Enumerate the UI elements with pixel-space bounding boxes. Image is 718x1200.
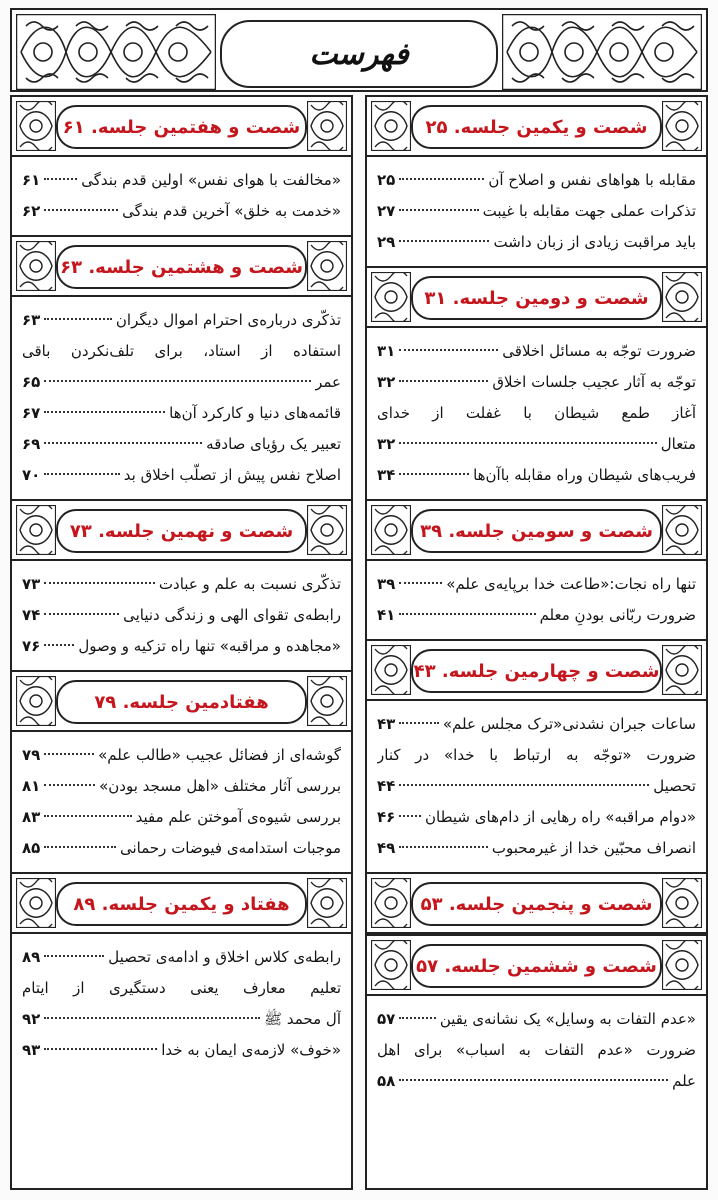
toc-entry-page: ۴۴ (377, 777, 396, 795)
toc-entry-page: ۴۹ (377, 839, 396, 857)
toc-entry-title: «دوام مراقبه» راه رهایی از دام‌های شیطان (425, 808, 696, 826)
dot-leader (399, 1017, 436, 1019)
toc-entry-page: ۹۳ (22, 1041, 41, 1059)
toc-entry-title: «خوف» لازمه‌ی ایمان به خدا (161, 1041, 341, 1059)
session-title-frame (56, 882, 307, 926)
toc-entry-title: تذکرات عملی جهت مقابله با غیبت (482, 202, 696, 220)
dot-leader (399, 349, 498, 351)
toc-entry[interactable] (22, 802, 341, 833)
session-header (367, 97, 706, 157)
toc-entry-title: اصلاح نفس پیش از تصلّب اخلاق بد (123, 466, 341, 484)
toc-column-right (365, 95, 708, 1190)
session-title-frame (411, 882, 662, 926)
session-header (367, 501, 706, 561)
session-title: شصت و پنجمین جلسه. ۵۳ (420, 893, 653, 915)
toc-entry-page: ۷۶ (22, 637, 41, 655)
session-items (367, 996, 706, 1105)
toc-entry-page: ۶۵ (22, 373, 41, 391)
toc-entry[interactable] (377, 1004, 696, 1035)
toc-entry-title: مقابله با هواهای نفس و اصلاح آن (488, 171, 696, 189)
toc-entry-page: ۳۲ (377, 435, 396, 453)
header-banner (10, 8, 708, 92)
toc-entry-page: ۴۱ (377, 606, 396, 624)
toc-entry-page: ۸۱ (22, 777, 41, 795)
session-header (12, 874, 351, 934)
toc-entry[interactable] (377, 802, 696, 833)
dot-leader (44, 846, 116, 848)
toc-entry-page: ۸۵ (22, 839, 41, 857)
toc-entry[interactable] (22, 398, 341, 429)
toc-entry-title: استفاده از استاد، برای تلف‌نکردن باقی (22, 342, 341, 360)
corner-ornament-icon (16, 878, 56, 928)
corner-ornament-icon (371, 505, 411, 555)
corner-ornament-icon (307, 878, 347, 928)
dot-leader (44, 644, 74, 646)
toc-entry[interactable] (377, 709, 696, 740)
toc-entry-page: ۴۳ (377, 715, 396, 733)
session-block (367, 936, 706, 1105)
dot-leader (399, 442, 656, 444)
session-block (367, 874, 706, 936)
session-header (12, 237, 351, 297)
session-title-frame (411, 649, 662, 693)
toc-entry-page: ۴۶ (377, 808, 396, 826)
toc-entry[interactable] (22, 165, 341, 196)
toc-entry[interactable] (22, 460, 341, 491)
session-header (367, 936, 706, 996)
toc-entry-page: ۷۹ (22, 746, 41, 764)
session-header (367, 874, 706, 934)
session-block (367, 97, 706, 268)
toc-entry-title: علم (672, 1072, 696, 1090)
corner-ornament-icon (371, 645, 411, 695)
toc-entry[interactable] (22, 336, 341, 367)
toc-entry-title: تذکّری درباره‌ی احترام اموال دیگران (115, 311, 341, 329)
toc-entry[interactable] (377, 196, 696, 227)
toc-entry-title: عمر (315, 373, 341, 391)
dot-leader (44, 955, 104, 957)
session-title: شصت و نهمین جلسه. ۷۳ (69, 520, 294, 542)
toc-entry-title: ضرورت «توجّه به ارتباط با خدا» در کنار (377, 746, 696, 764)
session-block (12, 237, 351, 501)
toc-entry-title: تحصیل (653, 777, 696, 795)
toc-entry[interactable] (377, 367, 696, 398)
toc-entry-title: تذکّری نسبت به علم و عبادت (158, 575, 341, 593)
dot-leader (44, 582, 155, 584)
dot-leader (44, 318, 112, 320)
toc-entry-page: ۲۷ (377, 202, 396, 220)
toc-entry-title: آل محمد ﷺ (264, 1010, 341, 1028)
dot-leader (399, 209, 478, 211)
toc-entry-title: آغاز طمع شیطان با غفلت از خدای (377, 404, 696, 422)
corner-ornament-icon (371, 940, 411, 990)
toc-entry-title: ساعات جبران نشدنی«ترک مجلس علم» (442, 715, 696, 733)
toc-entry[interactable] (377, 429, 696, 460)
dot-leader (399, 722, 439, 724)
toc-entry[interactable] (22, 833, 341, 864)
dot-leader (44, 1017, 260, 1019)
corner-ornament-icon (662, 878, 702, 928)
dot-leader (399, 613, 535, 615)
toc-entry[interactable] (22, 569, 341, 600)
session-items (367, 328, 706, 499)
toc-entry-page: ۹۲ (22, 1010, 41, 1028)
toc-entry-title: تنها راه نجات:«طاعت خدا برپایه‌ی علم» (446, 575, 696, 593)
toc-entry-title: گوشه‌ای از فضائل عجیب «طالب علم» (98, 746, 341, 764)
toc-entry-page: ۶۳ (22, 311, 41, 329)
toc-entry[interactable] (377, 600, 696, 631)
toc-entry-page: ۲۵ (377, 171, 396, 189)
corner-ornament-icon (371, 272, 411, 322)
session-title: شصت و سومین جلسه. ۳۹ (420, 520, 653, 542)
corner-ornament-icon (371, 101, 411, 151)
toc-entry-page: ۷۴ (22, 606, 41, 624)
session-block (12, 874, 351, 1074)
toc-entry-page: ۳۹ (377, 575, 396, 593)
toc-entry-page: ۷۳ (22, 575, 41, 593)
toc-entry-title: باید مراقبت زیادی از زبان داشت (493, 233, 696, 251)
toc-entry-title: متعال (660, 435, 696, 453)
toc-entry[interactable] (22, 429, 341, 460)
corner-ornament-icon (662, 940, 702, 990)
toc-entry-page: ۶۲ (22, 202, 41, 220)
toc-entry[interactable] (22, 973, 341, 1004)
toc-entry[interactable] (22, 631, 341, 662)
session-header (12, 672, 351, 732)
toc-entry[interactable] (377, 227, 696, 258)
dot-leader (399, 846, 488, 848)
session-title-frame (411, 105, 662, 149)
session-title-frame (56, 509, 307, 553)
toc-entry[interactable] (377, 336, 696, 367)
toc-entry-title: توجّه به آثار عجیب جلسات اخلاق (492, 373, 696, 391)
arabesque-ornament-icon (502, 14, 702, 90)
dot-leader (399, 582, 442, 584)
toc-entry-page: ۳۴ (377, 466, 396, 484)
dot-leader (399, 178, 484, 180)
session-items (12, 934, 351, 1074)
dot-leader (44, 380, 311, 382)
toc-entry[interactable] (22, 600, 341, 631)
dot-leader (399, 1079, 668, 1081)
arabesque-ornament-icon (16, 14, 216, 90)
dot-leader (44, 815, 131, 817)
toc-entry-title: قائمه‌های دنیا و کارکرد آن‌ها (169, 404, 341, 422)
toc-entry[interactable] (22, 771, 341, 802)
corner-ornament-icon (16, 101, 56, 151)
toc-entry-page: ۲۹ (377, 233, 396, 251)
toc-entry-title: «مخالفت با هوای نفس» اولین قدم بندگی (81, 171, 341, 189)
session-items (367, 157, 706, 266)
dot-leader (399, 784, 649, 786)
session-block (12, 501, 351, 672)
session-title: شصت و هشتمین جلسه. ۶۳ (60, 256, 303, 278)
session-title: شصت و یکمین جلسه. ۲۵ (425, 116, 648, 138)
toc-entry[interactable] (22, 1035, 341, 1066)
session-items (12, 157, 351, 235)
toc-entry-title: رابطه‌ی کلاس اخلاق و ادامه‌ی تحصیل (108, 948, 341, 966)
toc-entry[interactable] (22, 740, 341, 771)
session-block (12, 672, 351, 874)
session-title: شصت و دومین جلسه. ۳۱ (424, 287, 649, 309)
corner-ornament-icon (371, 878, 411, 928)
dot-leader (399, 240, 489, 242)
corner-ornament-icon (662, 272, 702, 322)
toc-entry[interactable] (377, 165, 696, 196)
session-items (367, 701, 706, 872)
page-title: فهرست (309, 36, 409, 72)
session-header (367, 641, 706, 701)
toc-entry-title: ضرورت «عدم التفات به اسباب» برای اهل (377, 1041, 696, 1059)
session-items (12, 561, 351, 670)
toc-entry[interactable] (377, 771, 696, 802)
toc-entry-page: ۵۸ (377, 1072, 396, 1090)
toc-entry[interactable] (22, 196, 341, 227)
toc-entry-page: ۳۱ (377, 342, 396, 360)
corner-ornament-icon (307, 676, 347, 726)
session-block (367, 641, 706, 874)
toc-entry[interactable] (377, 740, 696, 771)
dot-leader (399, 473, 469, 475)
toc-entry[interactable] (377, 833, 696, 864)
session-title-frame (411, 276, 662, 320)
dot-leader (44, 613, 119, 615)
session-title-frame (411, 944, 662, 988)
toc-entry-page: ۵۷ (377, 1010, 396, 1028)
corner-ornament-icon (662, 505, 702, 555)
session-block (367, 501, 706, 641)
toc-entry-title: تعلیم معارف یعنی دستگیری از ایتام (22, 979, 341, 997)
toc-entry[interactable] (377, 1035, 696, 1066)
toc-entry-title: بررسی شیوه‌ی آموختن علم مفید (135, 808, 341, 826)
session-title: هفتادمین جلسه. ۷۹ (94, 691, 269, 713)
toc-entry-title: «مجاهده و مراقبه» تنها راه تزکیه و وصول (78, 637, 341, 655)
dot-leader (44, 753, 94, 755)
session-title-frame (411, 509, 662, 553)
toc-entry-page: ۸۳ (22, 808, 41, 826)
session-items (367, 561, 706, 639)
corner-ornament-icon (16, 676, 56, 726)
toc-entry-title: فریب‌های شیطان وراه مقابله باآن‌ها (473, 466, 696, 484)
session-header (12, 501, 351, 561)
session-title: شصت و هفتمین جلسه. ۶۱ (62, 116, 301, 138)
toc-entry-page: ۷۰ (22, 466, 41, 484)
dot-leader (399, 380, 488, 382)
toc-entry-page: ۶۱ (22, 171, 41, 189)
dot-leader (44, 442, 202, 444)
toc-entry-title: ضرورت توجّه به مسائل اخلاقی (502, 342, 696, 360)
corner-ornament-icon (16, 241, 56, 291)
session-items (12, 732, 351, 872)
session-title-frame (56, 105, 307, 149)
dot-leader (44, 178, 77, 180)
title-frame (220, 20, 498, 88)
corner-ornament-icon (662, 645, 702, 695)
session-title: هفتاد و یکمین جلسه. ۸۹ (73, 893, 290, 915)
corner-ornament-icon (307, 241, 347, 291)
toc-entry-title: «عدم التفات به وسایل» یک نشانه‌ی یقین (439, 1010, 696, 1028)
session-title-frame (56, 245, 307, 289)
toc-entry-page: ۶۷ (22, 404, 41, 422)
toc-entry[interactable] (22, 1004, 341, 1035)
toc-entry[interactable] (377, 460, 696, 491)
session-header (367, 268, 706, 328)
toc-entry[interactable] (377, 398, 696, 429)
dot-leader (44, 411, 165, 413)
toc-column-left (10, 95, 353, 1190)
toc-entry-page: ۳۲ (377, 373, 396, 391)
dot-leader (44, 784, 95, 786)
dot-leader (399, 815, 421, 817)
toc-entry-title: موجبات استدامه‌ی فیوضات رحمانی (119, 839, 341, 857)
corner-ornament-icon (16, 505, 56, 555)
session-header (12, 97, 351, 157)
dot-leader (44, 473, 119, 475)
corner-ornament-icon (307, 505, 347, 555)
session-title: شصت و چهارمین جلسه. ۴۳ (413, 660, 660, 682)
session-title: شصت و ششمین جلسه. ۵۷ (416, 955, 657, 977)
toc-entry-title: رابطه‌ی تقوای الهی و زندگی دنیایی (123, 606, 341, 624)
corner-ornament-icon (307, 101, 347, 151)
toc-entry-title: بررسی آثار مختلف «اهل مسجد بودن» (99, 777, 341, 795)
toc-entry[interactable] (22, 942, 341, 973)
toc-entry[interactable] (377, 1066, 696, 1097)
session-title-frame (56, 680, 307, 724)
toc-entry-page: ۶۹ (22, 435, 41, 453)
toc-entry-title: تعبیر یک رؤیای صادقه (206, 435, 341, 453)
toc-entry-title: «خدمت به خلق» آخرین قدم بندگی (122, 202, 341, 220)
session-block (12, 97, 351, 237)
corner-ornament-icon (662, 101, 702, 151)
toc-entry[interactable] (22, 305, 341, 336)
toc-entry[interactable] (22, 367, 341, 398)
session-items (12, 297, 351, 499)
toc-entry-page: ۸۹ (22, 948, 41, 966)
toc-entry-title: انصراف محبّین خدا از غیرمحبوب (491, 839, 696, 857)
dot-leader (44, 1048, 157, 1050)
toc-entry[interactable] (377, 569, 696, 600)
dot-leader (44, 209, 118, 211)
toc-entry-title: ضرورت ربّانی بودنِ معلم (539, 606, 696, 624)
session-block (367, 268, 706, 501)
